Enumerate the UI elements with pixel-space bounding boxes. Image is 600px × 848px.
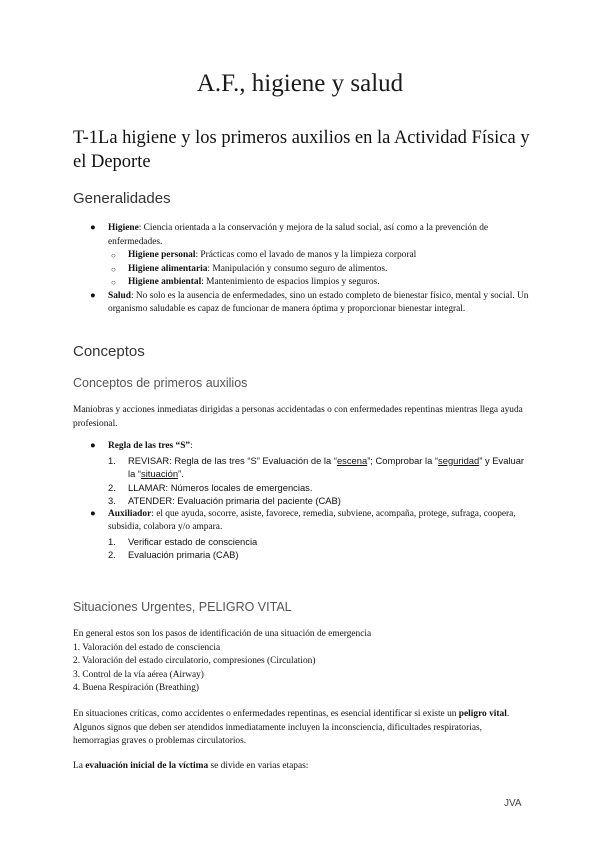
list-item-higiene-alimentaria	[90, 263, 530, 277]
text-run: se divide en varias etapas:	[208, 761, 309, 771]
bold-run: evaluación inicial de la víctima	[85, 761, 209, 771]
escena-word: escena	[336, 454, 368, 466]
footer-initials: JVA	[504, 798, 522, 809]
circle-bullet-icon: ○	[111, 278, 116, 287]
step-text: ”; Comprobar la “	[367, 454, 439, 466]
step-text: ATENDER: Evaluación primaria del paciente (CAB)	[128, 495, 341, 506]
text-line: 4. Buena Respiración (Breathing)	[73, 683, 200, 693]
document-title: A.F., higiene y salud	[196, 70, 404, 97]
list-item-higiene-ambiental	[90, 276, 530, 290]
list-item-higiene	[90, 222, 530, 249]
seguridad-word: seguridad	[438, 454, 480, 466]
intro-paragraph: Maniobras y acciones inmediatas dirigidas a personas accidentadas o con enfermedades repentinas mientras llega ayuda profesional.	[73, 405, 523, 429]
evaluation-paragraph	[73, 760, 523, 774]
step-text: ” y Evaluar la “	[128, 454, 525, 479]
circle-bullet-icon: ○	[111, 251, 116, 260]
situacion-word: situación	[141, 468, 179, 479]
text-line: 1. Valoración del estado de consciencia	[73, 642, 221, 653]
step-text: Verificar estado de consciencia	[128, 535, 258, 547]
bold-run: peligro vital	[458, 709, 507, 719]
term-higiene-alimentaria: Higiene alimentaria	[128, 263, 208, 274]
emergency-steps-block	[73, 628, 523, 696]
term-higiene: Higiene	[108, 223, 139, 233]
aux-step	[90, 535, 530, 549]
step-text: REVISAR: Regla de las tres “S” Evaluación de la “	[128, 454, 337, 466]
step-number: 2.	[108, 549, 116, 560]
regla-colon: :	[190, 441, 193, 451]
bullet-icon: ●	[90, 508, 96, 519]
list-item-regla	[90, 440, 530, 454]
critical-paragraph	[73, 708, 523, 749]
aux-step	[90, 548, 530, 562]
step-text: Evaluación primaria (CAB)	[128, 549, 239, 560]
step-revisar	[90, 454, 530, 481]
conceptos-list	[90, 440, 530, 562]
circle-bullet-icon: ○	[111, 264, 116, 274]
text-run: La	[73, 761, 86, 771]
section-heading-generalidades: Generalidades	[73, 190, 171, 207]
step-number: 3.	[108, 495, 116, 506]
text-line: 2. Valoración del estado circulatorio, compresiones (Circulation)	[73, 656, 316, 666]
term-regla: Regla de las tres “S”	[108, 441, 191, 451]
step-number: 1.	[108, 454, 116, 466]
list-item-auxiliador	[90, 508, 530, 535]
def-salud: : No solo es la ausencia de enfermedades, sino un estado completo de bienestar físico, mental y social. Un organismo saludable es capaz de funcionar de manera óptima y proporcionar bienestar integral.	[108, 290, 529, 314]
section-heading-conceptos: Conceptos	[73, 343, 145, 360]
chapter-heading: T-1La higiene y los primeros auxilios en la Actividad Física y el Deporte	[73, 128, 530, 172]
text-run: . Algunos signos que deben ser atendidos inmediatamente incluyen la inconsciencia, dificultades respiratorias, hemorragias graves o problemas circulatorios.	[73, 709, 510, 746]
def-higiene: : Ciencia orientada a la conservación y mejora de la salud social, así como a la prevención de enfermedades.	[108, 223, 489, 247]
step-number: 2.	[108, 481, 116, 493]
def-higiene-personal: : Prácticas como el lavado de manos y la limpieza corporal	[195, 250, 417, 260]
def-higiene-alimentaria: : Manipulación y consumo seguro de alimentos.	[207, 263, 388, 274]
term-salud: Salud	[108, 290, 131, 301]
bullet-icon: ●	[90, 223, 96, 233]
bullet-icon: ●	[90, 290, 96, 301]
list-item-salud	[90, 290, 530, 317]
list-item-higiene-personal	[90, 249, 530, 263]
generalidades-list	[90, 222, 530, 317]
text-line: 3. Control de la vía aérea (Airway)	[73, 669, 204, 680]
text-line: En general estos son los pasos de identificación de una situación de emergencia	[73, 629, 372, 639]
def-higiene-ambiental: : Mantenimiento de espacios limpios y seguros.	[201, 277, 380, 287]
text-run: En situaciones críticas, como accidentes o enfermedades repentinas, es esencial identificar si existe un	[73, 709, 459, 719]
subsection-heading-primeros-auxilios: Conceptos de primeros auxilios	[73, 376, 248, 390]
term-auxiliador: Auxiliador	[108, 508, 152, 519]
term-higiene-ambiental: Higiene ambiental	[128, 277, 202, 287]
step-llamar	[90, 481, 530, 495]
subsection-heading-urgentes: Situaciones Urgentes, PELIGRO VITAL	[73, 600, 292, 614]
term-higiene-personal: Higiene personal	[128, 250, 196, 260]
step-atender	[90, 494, 530, 508]
def-auxiliador: : el que ayuda, socorre, asiste, favorece, remedia, subviene, acompaña, protege, sufraga, coopera, subsidia, colabora y/o ampara.	[108, 508, 516, 532]
step-number: 1.	[108, 535, 116, 547]
step-text: LLAMAR: Números locales de emergencias.	[128, 481, 313, 493]
step-text: ”.	[178, 468, 184, 479]
bullet-icon: ●	[90, 441, 96, 451]
